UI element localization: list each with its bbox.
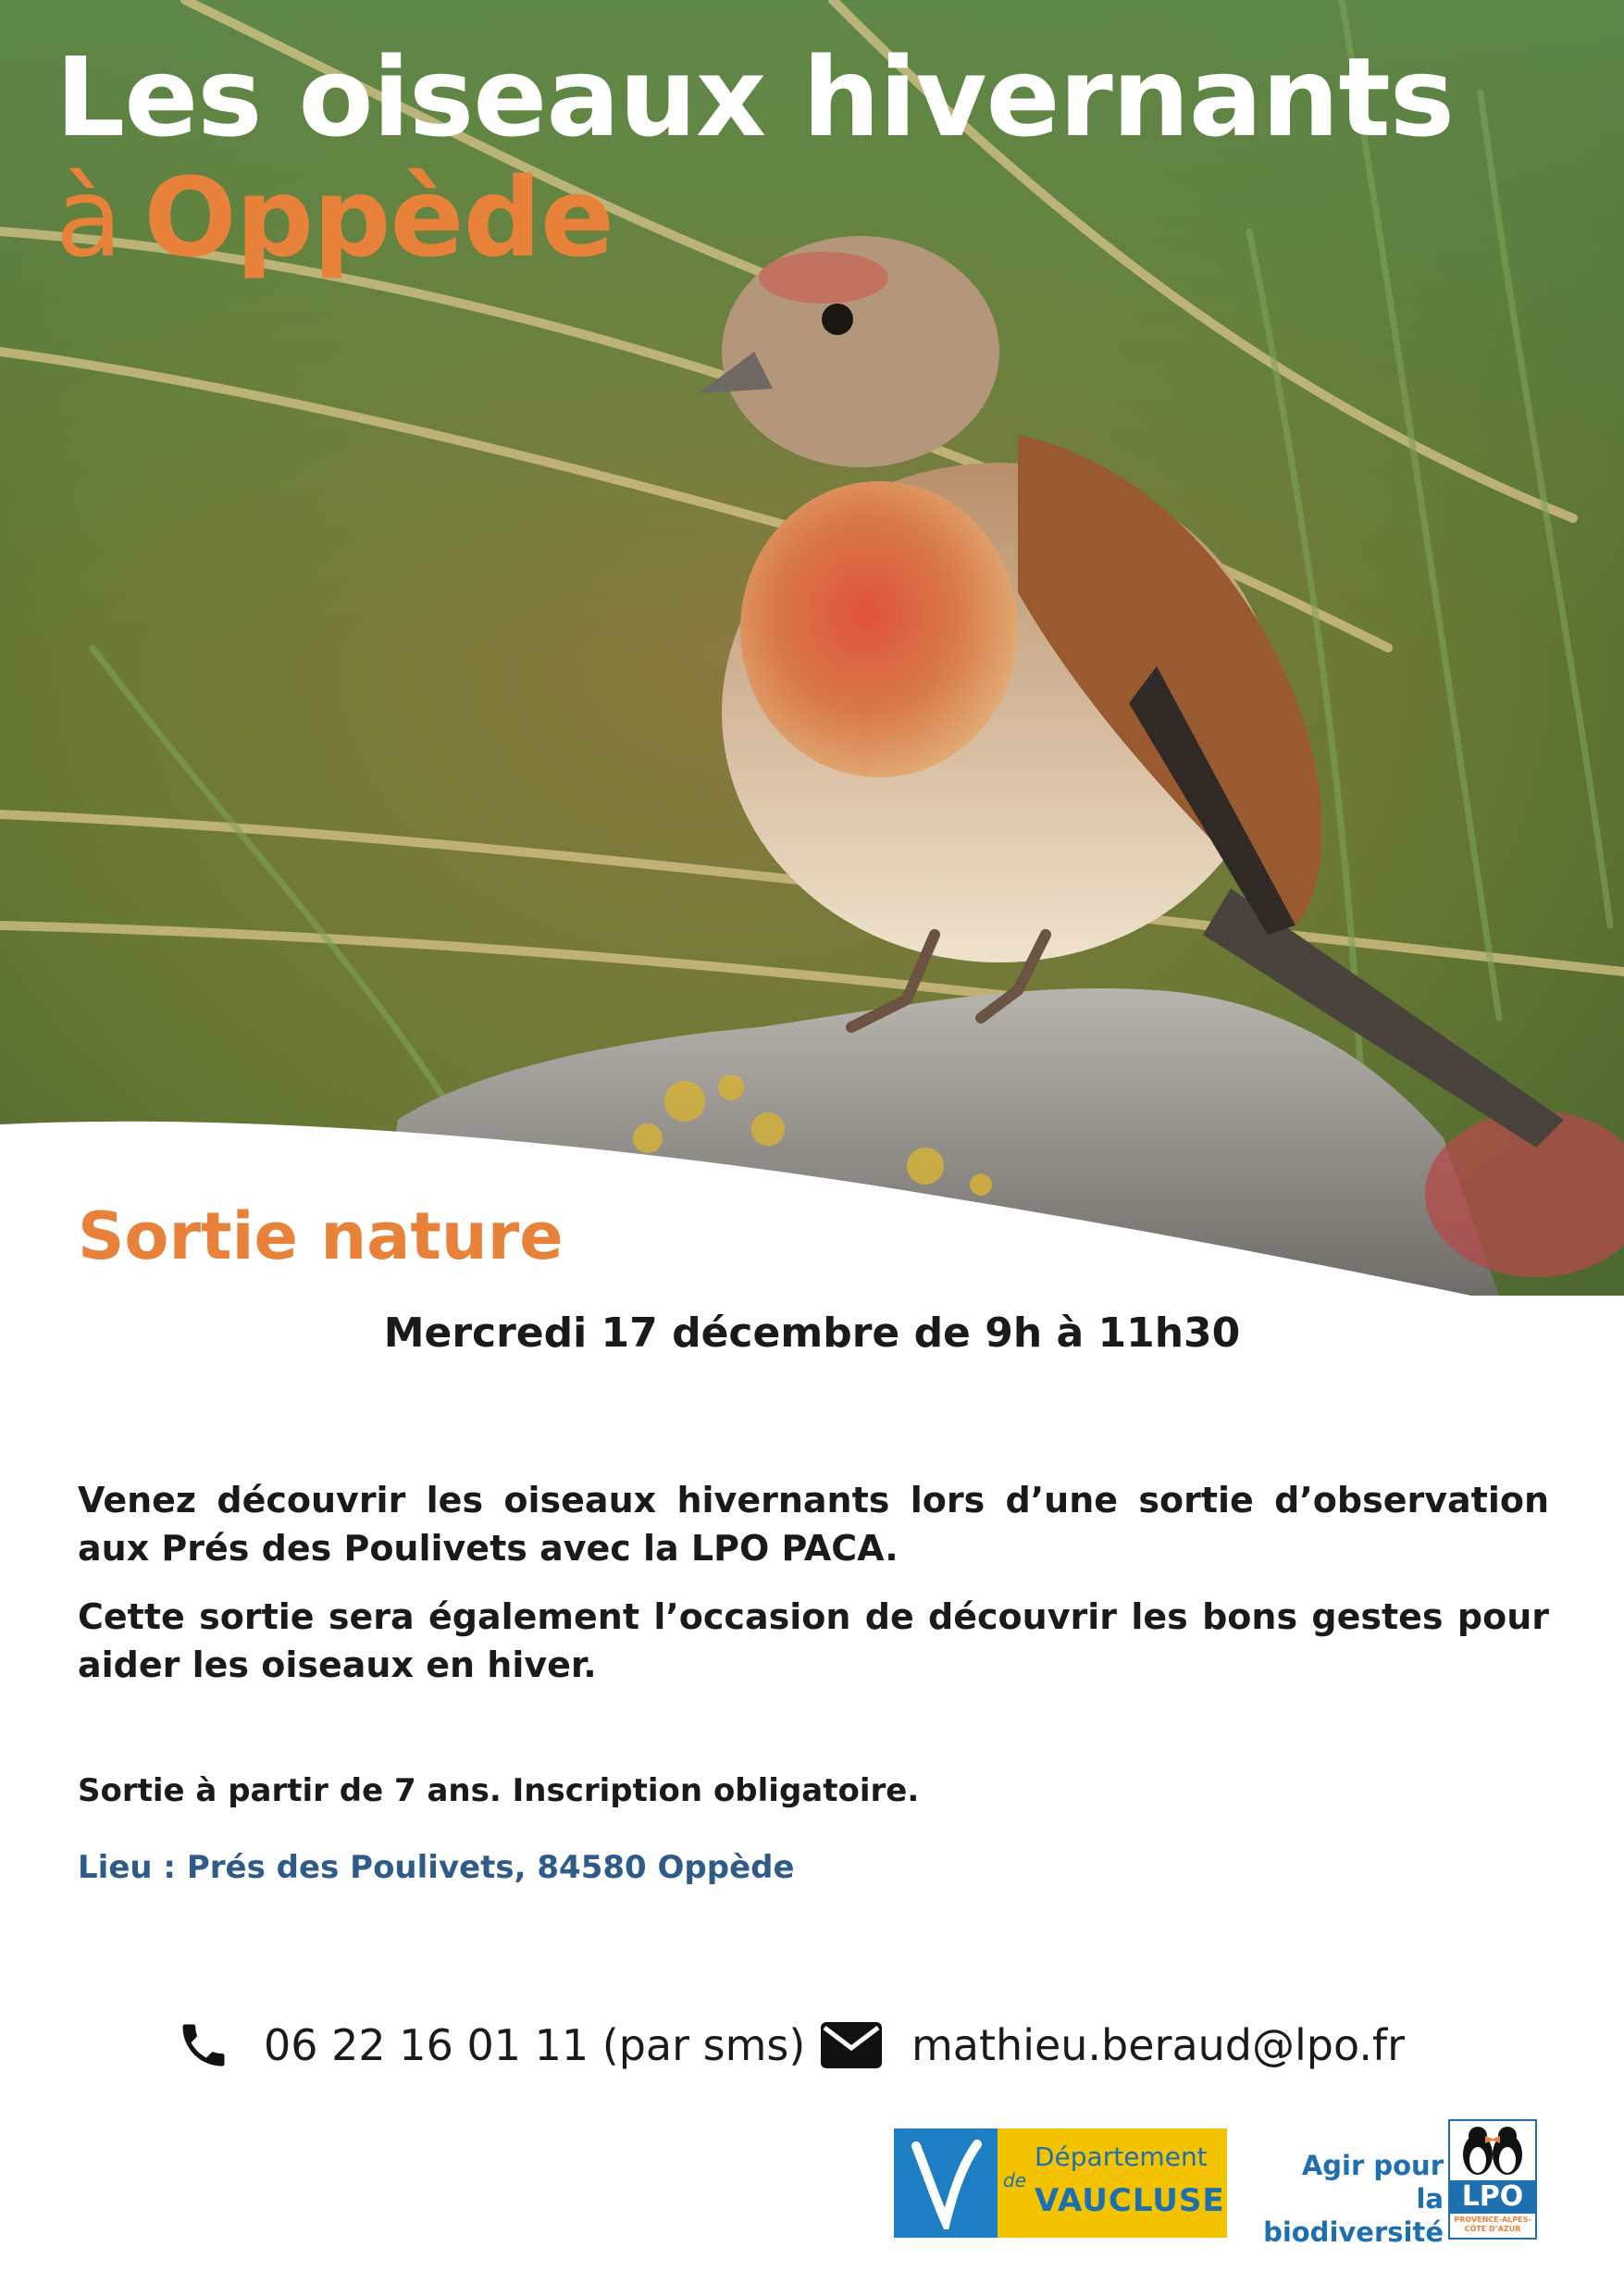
- lpo-region: PROVENCE-ALPES-CÔTE D’AZUR: [1454, 2215, 1531, 2233]
- email-contact[interactable]: [819, 2013, 1405, 2078]
- lpo-logo: [1448, 2119, 1537, 2240]
- title-line-2: [56, 154, 1454, 281]
- event-description: [78, 1476, 1549, 1709]
- envelope-icon: [819, 2013, 884, 2078]
- title-line-1: Les oiseaux hivernants: [56, 33, 1455, 161]
- phone-icon: [171, 2013, 236, 2078]
- vaucluse-de: de: [1003, 2169, 1026, 2191]
- event-location: Lieu : Prés des Poulivets, 84580 Oppède: [78, 1849, 795, 1886]
- email-address: mathieu.beraud@lpo.fr: [911, 2020, 1406, 2070]
- phone-number: 06 22 16 01 11 (par sms): [264, 2020, 806, 2070]
- puffin-icon: [1450, 2121, 1535, 2178]
- description-paragraph: Cette sortie sera également l’occasion de découvrir les bons gestes pour aider les oiseaux en hiver.: [78, 1596, 1549, 1685]
- lpo-tagline: [1258, 2149, 1444, 2249]
- phone-contact[interactable]: [171, 2013, 805, 2078]
- title-prefix: à: [56, 154, 122, 281]
- title-place: Oppède: [143, 154, 614, 281]
- vaucluse-v-mark: [894, 2128, 998, 2238]
- age-requirement: Sortie à partir de 7 ans. Inscription obligatoire.: [78, 1772, 920, 1809]
- event-title: [56, 33, 1455, 281]
- event-subtitle: Sortie nature: [78, 1198, 564, 1274]
- vaucluse-department-logo: [894, 2128, 1227, 2238]
- vaucluse-line2: VAUCLUSE: [1035, 2182, 1225, 2219]
- vaucluse-text: [998, 2128, 1227, 2238]
- lpo-acronym: LPO: [1450, 2180, 1535, 2214]
- event-date: Mercredi 17 décembre de 9h à 11h30: [383, 1309, 1241, 1357]
- description-paragraph: Venez découvrir les oiseaux hivernants lors d’une sortie d’observation aux Prés des Poulivets avec la LPO PACA.: [78, 1480, 1549, 1569]
- lpo-tagline-line2: la biodiversité: [1263, 2183, 1444, 2248]
- lpo-tagline-line1: Agir pour: [1301, 2150, 1444, 2181]
- vaucluse-line1: Département: [1035, 2141, 1208, 2172]
